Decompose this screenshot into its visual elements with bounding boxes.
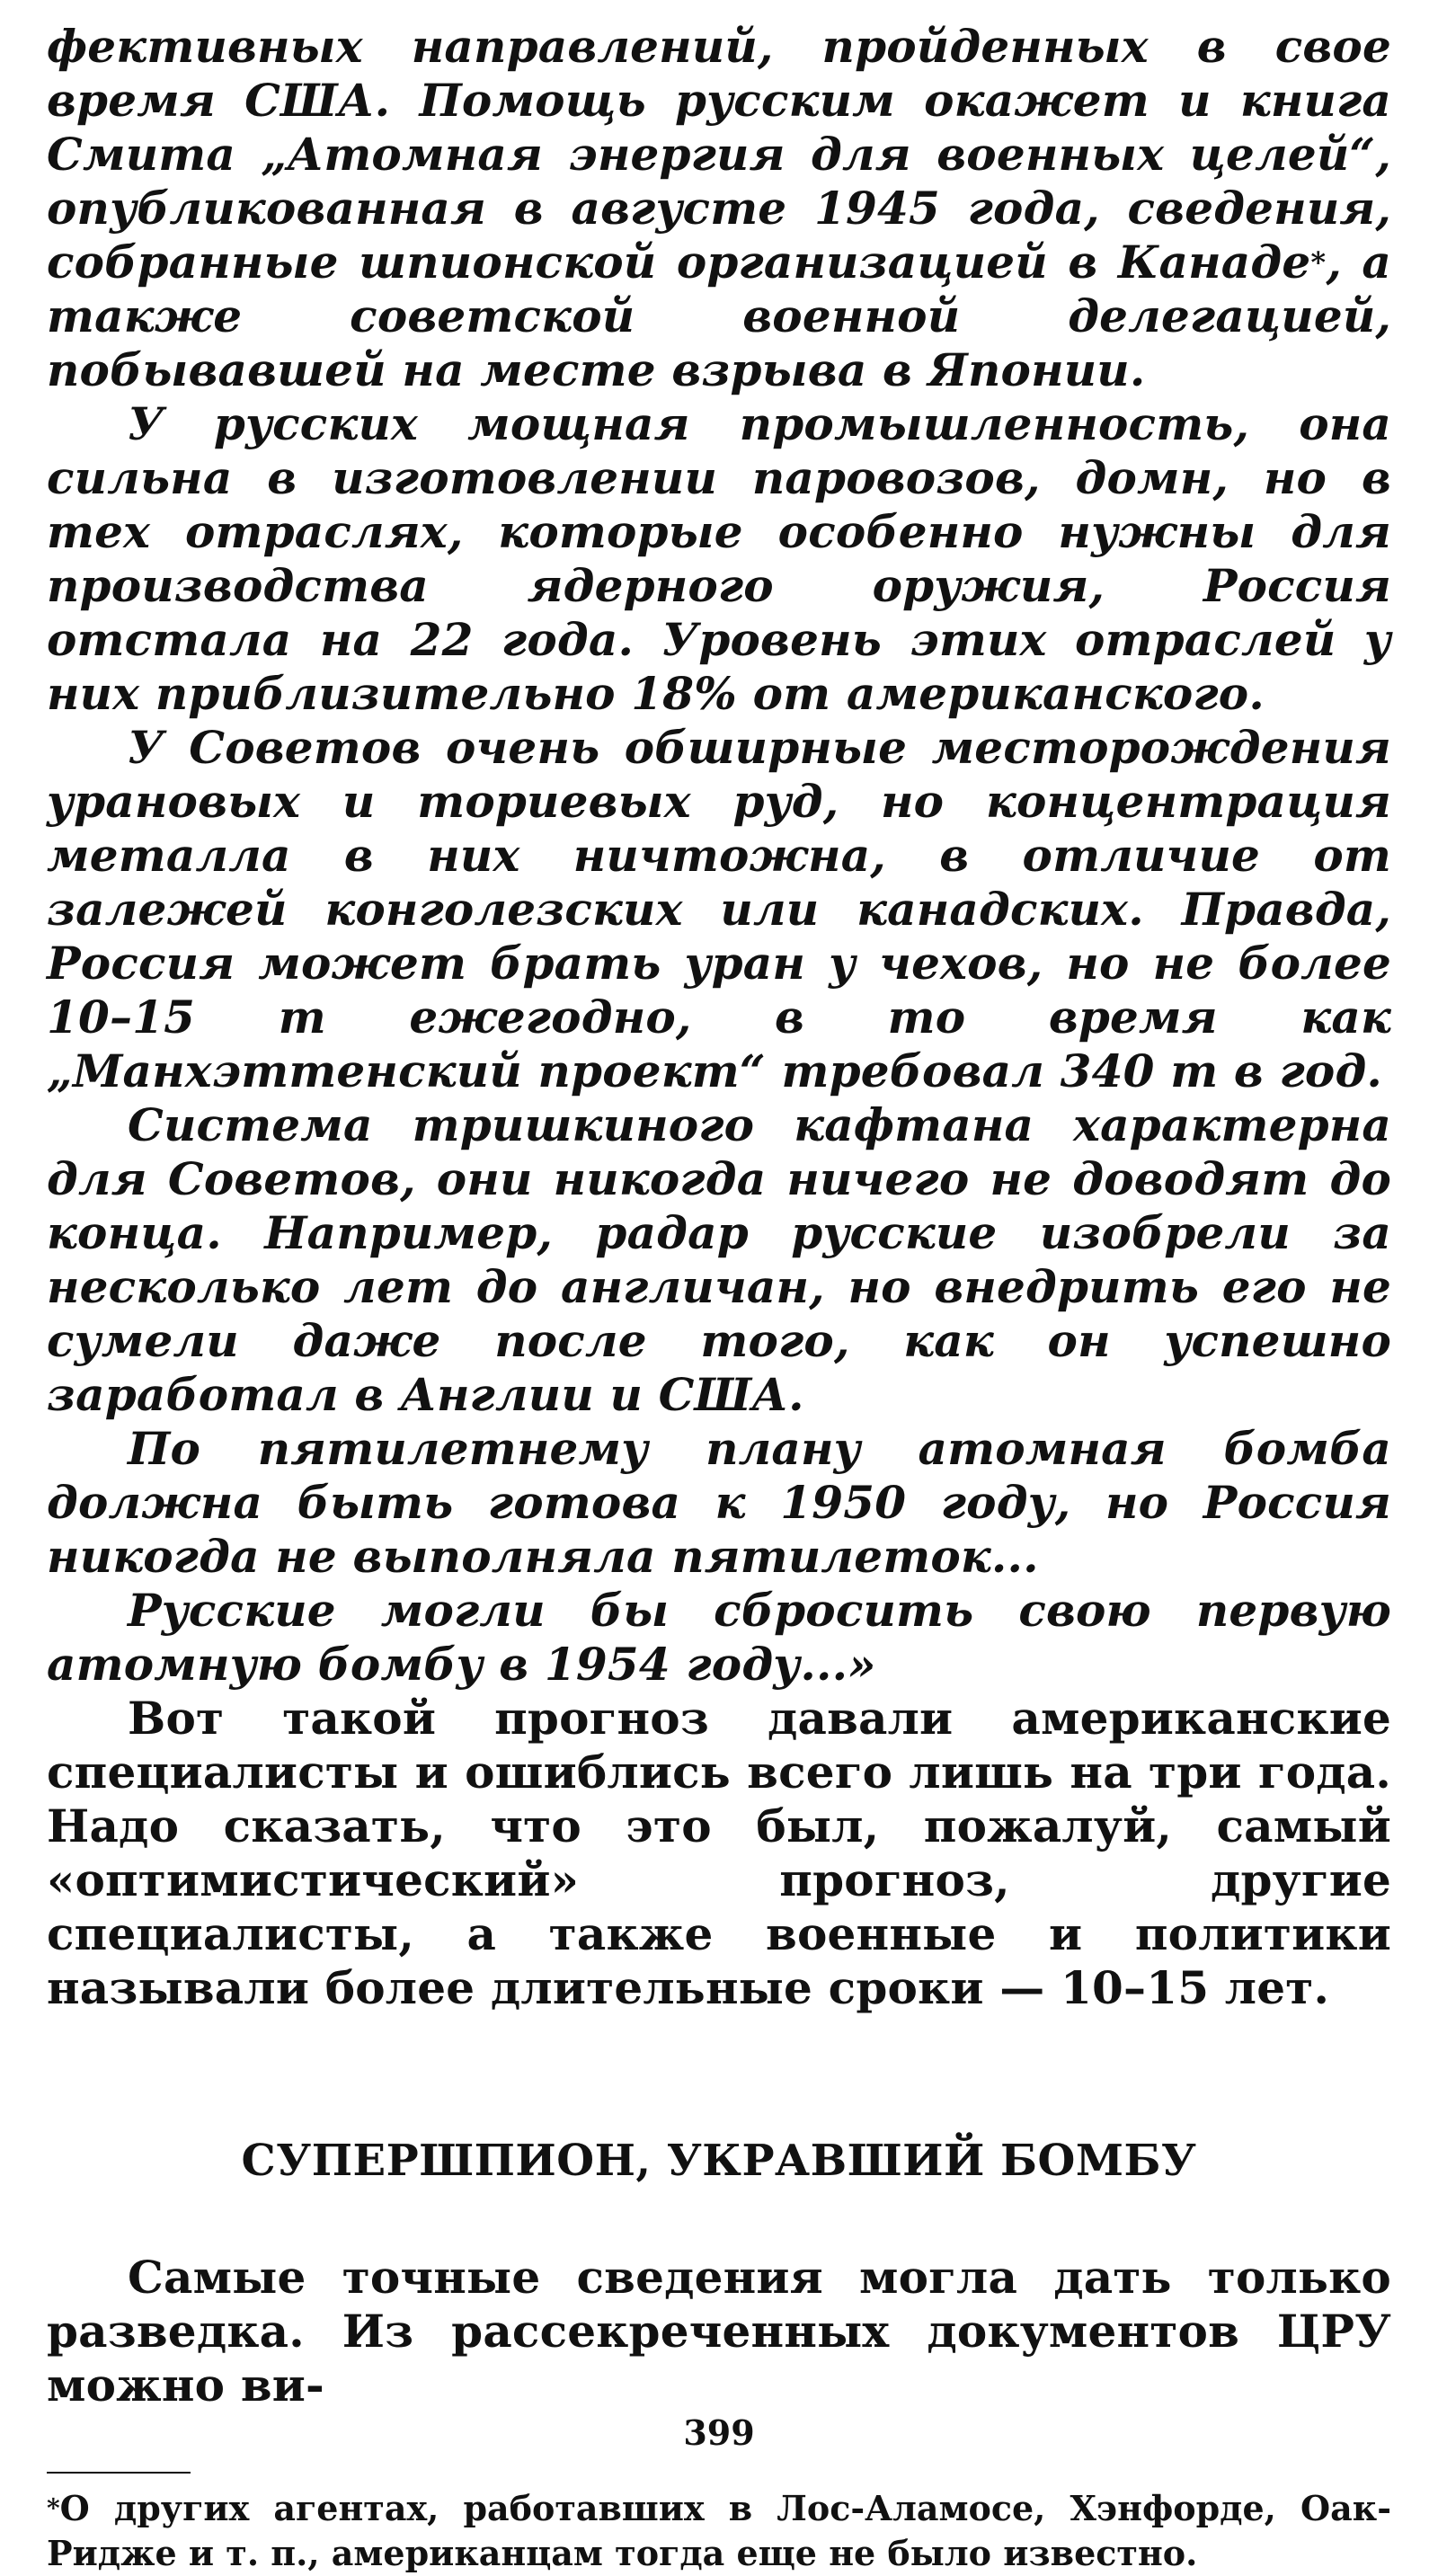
paragraph-text-tail: , а также советской военной делегацией, побывавшей на месте взрыва в Японии.	[47, 235, 1392, 396]
book-page	[47, 20, 1391, 2576]
paragraph-industry: У русских мощная промышленность, она сильна в изготовлении паровозов, домн, но в тех отраслях, которые особенно нужны для производства ядерного оружия, Россия отстала на 22 года. Уровень этих отраслей у них приблизительно 18% от американского.	[47, 397, 1391, 720]
paragraph-text: фективных направлений, пройденных в свое время США. Помощь русским окажет и книга Смита „Атомная энергия для военных целей“, опубликованная в августе 1945 года, сведения, собранные шпионской организацией в Канаде	[47, 20, 1391, 289]
paragraph-first-bomb: Русские могли бы сбросить свою первую атомную бомбу в 1954 году...»	[47, 1584, 1391, 1691]
section-heading: СУПЕРШПИОН, УКРАВШИЙ БОМБУ	[241, 2136, 1197, 2186]
footnote-text: О других агентах, работавших в Лос-Аламосе, Хэнфорде, Оак-Ридже и т. п., американцам тогда еще не было известно.	[47, 2488, 1391, 2573]
footnote	[47, 2486, 1391, 2576]
paragraph-uranium: У Советов очень обширные месторождения урановых и ториевых руд, но концентрация металла в них ничтожна, в отличие от залежей конголезских или канадских. Правда, Россия может брать уран у чехов, но не более 10–15 т ежегодно, в то время как „Манхэттенский проект“ требовал 340 т в год.	[47, 721, 1391, 1097]
footnote-divider	[47, 2472, 191, 2474]
paragraph-intro-continued	[47, 20, 1391, 397]
paragraph-trishka-system: Система тришкиного кафтана характерна для Советов, они никогда ничего не доводят до конца. Например, радар русские изобрели за несколько лет до англичан, но внедрить его не сумели даже после того, как он успешно заработал в Англии и США.	[47, 1098, 1391, 1421]
footnote-mark: *	[47, 2493, 60, 2523]
page-number: 399	[683, 2412, 755, 2453]
paragraph-forecast: Вот такой прогноз давали американские специалисты и ошиблись всего лишь на три года. Надо сказать, что это был, пожалуй, самый «оптимистический» прогноз, другие специалисты, а также военные и политики называли более длительные сроки — 10–15 лет.	[47, 1692, 1391, 2014]
paragraph-intelligence: Самые точные сведения могла дать только разведка. Из рассекреченных документов ЦРУ можно ви-	[47, 2251, 1391, 2412]
paragraph-five-year-plan: По пятилетнему плану атомная бомба должна быть готова к 1950 году, но Россия никогда не выполняла пятилеток...	[47, 1422, 1391, 1583]
footnote-reference-mark: *	[1310, 245, 1327, 280]
